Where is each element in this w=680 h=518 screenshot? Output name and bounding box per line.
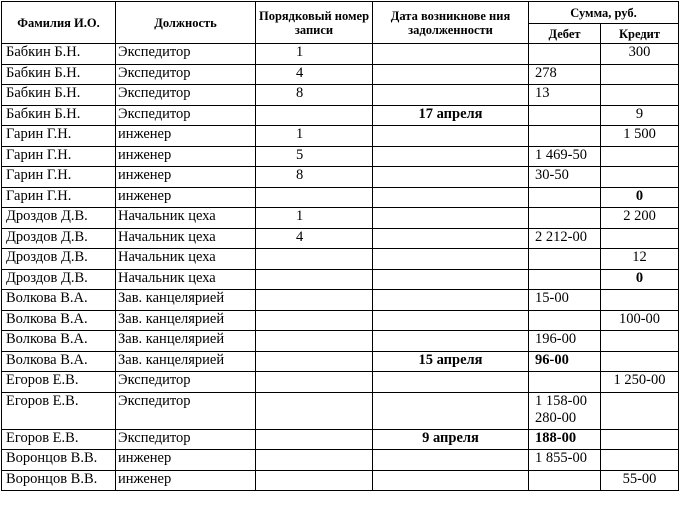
- cell-date: [373, 228, 529, 249]
- cell-record-no: [256, 64, 373, 85]
- cell-debit: [529, 331, 601, 352]
- cell-credit-text: 1 500: [623, 126, 656, 142]
- table-row: [2, 64, 679, 85]
- cell-debit: [529, 269, 601, 290]
- cell-name: [2, 310, 116, 331]
- ledger-body: [2, 44, 679, 491]
- cell-record-no: [256, 290, 373, 311]
- cell-date: [373, 85, 529, 106]
- cell-name-text: Дроздов Д.В.: [6, 249, 88, 265]
- cell-credit: [601, 228, 679, 249]
- cell-name-text: Бабкин Б.Н.: [6, 105, 81, 122]
- cell-debit: [529, 105, 601, 126]
- cell-date-text: 9 апреля: [422, 429, 479, 446]
- cell-date: [373, 351, 529, 372]
- cell-date-text: 17 апреля: [418, 105, 483, 122]
- cell-name-text: Гарин Г.Н.: [6, 146, 72, 163]
- cell-credit: [601, 290, 679, 311]
- cell-position: [116, 228, 256, 249]
- cell-position-text: инженер: [118, 187, 172, 204]
- cell-name: [2, 167, 116, 188]
- cell-date: [373, 310, 529, 331]
- cell-position: [116, 331, 256, 352]
- header-credit: Кредит: [601, 24, 679, 44]
- table-row: [2, 146, 679, 167]
- cell-name: [2, 392, 116, 429]
- cell-debit: [529, 64, 601, 85]
- cell-position: [116, 187, 256, 208]
- table-row: [2, 105, 679, 126]
- table-row: [2, 429, 679, 450]
- cell-position-text: Экспедитор: [118, 44, 191, 60]
- cell-name-text: Бабкин Б.Н.: [6, 64, 81, 81]
- cell-debit: [529, 351, 601, 372]
- cell-credit: [601, 470, 679, 491]
- cell-record-no: [256, 351, 373, 372]
- cell-credit: [601, 208, 679, 229]
- cell-name-text: Волкова В.А.: [6, 310, 88, 327]
- cell-credit: [601, 249, 679, 270]
- cell-name: [2, 146, 116, 167]
- table-row: [2, 249, 679, 270]
- cell-position-text: инженер: [118, 126, 172, 142]
- cell-credit: [601, 126, 679, 147]
- table-row: [2, 372, 679, 393]
- cell-name: [2, 208, 116, 229]
- cell-credit-text: 0: [635, 269, 644, 286]
- cell-position-text: Экспедитор: [118, 372, 191, 388]
- cell-record-no-text: 1: [296, 208, 304, 224]
- cell-record-no-text: 1: [296, 44, 304, 60]
- cell-debit: [529, 372, 601, 393]
- cell-credit: [601, 85, 679, 106]
- cell-record-no: [256, 146, 373, 167]
- cell-credit-text: 55-00: [622, 470, 657, 487]
- cell-name-text: Гарин Г.Н.: [6, 167, 72, 183]
- cell-credit: [601, 310, 679, 331]
- cell-credit-text: 100-00: [618, 310, 661, 327]
- cell-position-text: Экспедитор: [118, 429, 191, 446]
- table-row: [2, 269, 679, 290]
- cell-name: [2, 249, 116, 270]
- table-row: [2, 208, 679, 229]
- cell-debit-text: 1 855-00: [535, 450, 587, 466]
- table-row: [2, 450, 679, 471]
- cell-credit: [601, 187, 679, 208]
- cell-position: [116, 85, 256, 106]
- cell-name-text: Волкова В.А.: [6, 331, 88, 347]
- header-date: Дата возникнове ния задолженности: [373, 2, 529, 44]
- cell-position-text: Экспедитор: [118, 85, 191, 101]
- cell-debit-text: 196-00: [535, 331, 577, 347]
- cell-position: [116, 146, 256, 167]
- table-row: [2, 126, 679, 147]
- cell-date: [373, 167, 529, 188]
- cell-position-text: Экспедитор: [118, 392, 191, 409]
- cell-position: [116, 64, 256, 85]
- cell-record-no: [256, 392, 373, 429]
- cell-date: [373, 187, 529, 208]
- cell-date: [373, 146, 529, 167]
- cell-date: [373, 450, 529, 471]
- cell-position-text: Зав. канцелярией: [118, 290, 225, 306]
- cell-date: [373, 331, 529, 352]
- cell-credit: [601, 105, 679, 126]
- cell-name-text: Егоров Е.В.: [6, 429, 79, 446]
- cell-credit: [601, 44, 679, 65]
- cell-position-text: инженер: [118, 167, 172, 183]
- cell-debit: [529, 85, 601, 106]
- cell-name: [2, 105, 116, 126]
- cell-record-no: [256, 269, 373, 290]
- cell-name: [2, 372, 116, 393]
- cell-record-no: [256, 105, 373, 126]
- cell-position: [116, 429, 256, 450]
- cell-position-text: Экспедитор: [118, 64, 191, 81]
- cell-name: [2, 85, 116, 106]
- cell-position-text: Начальник цеха: [118, 249, 216, 265]
- cell-position: [116, 470, 256, 491]
- table-row: [2, 85, 679, 106]
- cell-debit: [529, 44, 601, 65]
- cell-record-no: [256, 44, 373, 65]
- cell-record-no: [256, 429, 373, 450]
- cell-debit: [529, 126, 601, 147]
- cell-record-no: [256, 208, 373, 229]
- cell-name-text: Дроздов Д.В.: [6, 269, 88, 286]
- cell-debit: [529, 310, 601, 331]
- cell-debit: [529, 429, 601, 450]
- cell-date: [373, 290, 529, 311]
- cell-debit: [529, 228, 601, 249]
- cell-position-text: Начальник цеха: [118, 228, 216, 245]
- cell-date: [373, 269, 529, 290]
- cell-position: [116, 105, 256, 126]
- cell-name: [2, 126, 116, 147]
- cell-position: [116, 44, 256, 65]
- cell-name-text: Егоров Е.В.: [6, 392, 79, 409]
- cell-credit: [601, 146, 679, 167]
- table-row: [2, 310, 679, 331]
- header-record-no: Порядковый номер записи: [256, 2, 373, 44]
- cell-position: [116, 351, 256, 372]
- cell-name-text: Дроздов Д.В.: [6, 228, 88, 245]
- header-debit: Дебет: [529, 24, 601, 44]
- cell-date: [373, 372, 529, 393]
- cell-debit: [529, 290, 601, 311]
- cell-position-text: инженер: [118, 146, 172, 163]
- cell-name: [2, 351, 116, 372]
- cell-name: [2, 429, 116, 450]
- cell-position: [116, 126, 256, 147]
- cell-debit-text-2: 280-00: [535, 409, 577, 426]
- cell-debit: [529, 208, 601, 229]
- cell-position: [116, 290, 256, 311]
- table-row: [2, 392, 679, 429]
- cell-date: [373, 208, 529, 229]
- cell-position-text: Начальник цеха: [118, 269, 216, 286]
- cell-date: [373, 470, 529, 491]
- cell-debit-text: 30-50: [535, 167, 569, 183]
- cell-credit-text: 12: [632, 249, 647, 265]
- cell-record-no: [256, 450, 373, 471]
- table-row: [2, 351, 679, 372]
- cell-position: [116, 208, 256, 229]
- cell-record-no: [256, 167, 373, 188]
- cell-position: [116, 167, 256, 188]
- cell-position: [116, 269, 256, 290]
- cell-record-no-text: 4: [296, 64, 304, 81]
- cell-position-text: инженер: [118, 450, 172, 466]
- header-name: Фамилия И.О.: [2, 2, 116, 44]
- cell-date: [373, 392, 529, 429]
- cell-credit: [601, 372, 679, 393]
- cell-credit-text: 0: [635, 187, 644, 204]
- table-row: [2, 290, 679, 311]
- debt-ledger-table: [1, 1, 679, 491]
- cell-record-no: [256, 85, 373, 106]
- cell-debit: [529, 146, 601, 167]
- cell-debit: [529, 167, 601, 188]
- cell-date-text: 15 апреля: [418, 351, 483, 368]
- cell-debit: [529, 470, 601, 491]
- cell-name-text: Бабкин Б.Н.: [6, 44, 81, 60]
- cell-credit: [601, 429, 679, 450]
- cell-date: [373, 249, 529, 270]
- cell-name-text: Бабкин Б.Н.: [6, 85, 81, 101]
- cell-debit: [529, 249, 601, 270]
- cell-credit-text: 9: [635, 105, 644, 122]
- cell-date: [373, 44, 529, 65]
- cell-name-text: Воронцов В.В.: [6, 450, 98, 466]
- cell-credit: [601, 450, 679, 471]
- cell-name: [2, 228, 116, 249]
- cell-record-no: [256, 331, 373, 352]
- cell-record-no: [256, 228, 373, 249]
- cell-record-no: [256, 470, 373, 491]
- cell-debit-text: 2 212-00: [535, 228, 587, 245]
- table-row: [2, 167, 679, 188]
- cell-position-text: Зав. канцелярией: [118, 331, 225, 347]
- cell-name-text: Волкова В.А.: [6, 351, 88, 368]
- header-position: Должность: [116, 2, 256, 44]
- cell-position: [116, 450, 256, 471]
- cell-name: [2, 290, 116, 311]
- table-row: [2, 470, 679, 491]
- cell-date: [373, 429, 529, 450]
- cell-name-text: Дроздов Д.В.: [6, 208, 88, 224]
- cell-name: [2, 64, 116, 85]
- cell-debit: [529, 450, 601, 471]
- cell-name: [2, 269, 116, 290]
- cell-record-no: [256, 310, 373, 331]
- cell-name-text: Воронцов В.В.: [6, 470, 98, 487]
- cell-credit-text: 2 200: [623, 208, 656, 224]
- cell-credit: [601, 269, 679, 290]
- cell-credit: [601, 64, 679, 85]
- cell-position-text: инженер: [118, 470, 172, 487]
- cell-name: [2, 44, 116, 65]
- cell-record-no-text: 4: [296, 228, 304, 245]
- cell-position: [116, 310, 256, 331]
- cell-position-text: Экспедитор: [118, 105, 191, 122]
- table-row: [2, 187, 679, 208]
- cell-credit-text: 1 250-00: [613, 372, 666, 388]
- cell-name: [2, 450, 116, 471]
- cell-date: [373, 64, 529, 85]
- cell-record-no-text: 5: [296, 146, 304, 163]
- table-row: [2, 44, 679, 65]
- cell-record-no: [256, 187, 373, 208]
- table-row: [2, 228, 679, 249]
- cell-record-no: [256, 126, 373, 147]
- cell-credit: [601, 331, 679, 352]
- cell-name: [2, 470, 116, 491]
- cell-debit-text: 1 158-00: [535, 392, 587, 409]
- cell-position: [116, 372, 256, 393]
- cell-debit-text: 278: [535, 64, 557, 81]
- cell-position: [116, 392, 256, 429]
- cell-credit: [601, 167, 679, 188]
- table-row: [2, 331, 679, 352]
- cell-name: [2, 187, 116, 208]
- cell-debit-text: 188-00: [535, 429, 577, 446]
- cell-debit-text: 13: [535, 85, 550, 101]
- cell-debit-text: 15-00: [535, 290, 569, 306]
- cell-debit-text: 96-00: [535, 351, 569, 368]
- cell-name-text: Егоров Е.В.: [6, 372, 79, 388]
- cell-position: [116, 249, 256, 270]
- cell-record-no: [256, 372, 373, 393]
- cell-record-no: [256, 249, 373, 270]
- cell-debit-text: 1 469-50: [535, 146, 587, 163]
- cell-credit: [601, 392, 679, 429]
- cell-name-text: Гарин Г.Н.: [6, 126, 72, 142]
- cell-position-text: Зав. канцелярией: [118, 351, 225, 368]
- cell-record-no-text: 8: [296, 85, 304, 101]
- cell-debit: [529, 187, 601, 208]
- cell-position-text: Зав. канцелярией: [118, 310, 225, 327]
- header-sum: Сумма, руб.: [529, 2, 679, 24]
- cell-credit-text: 300: [628, 44, 651, 60]
- cell-debit: [529, 392, 601, 429]
- cell-date: [373, 126, 529, 147]
- cell-credit: [601, 351, 679, 372]
- cell-name-text: Волкова В.А.: [6, 290, 88, 306]
- cell-record-no-text: 8: [296, 167, 304, 183]
- cell-date: [373, 105, 529, 126]
- cell-name-text: Гарин Г.Н.: [6, 187, 72, 204]
- cell-position-text: Начальник цеха: [118, 208, 216, 224]
- cell-record-no-text: 1: [296, 126, 304, 142]
- cell-name: [2, 331, 116, 352]
- header-row-1: [2, 2, 679, 24]
